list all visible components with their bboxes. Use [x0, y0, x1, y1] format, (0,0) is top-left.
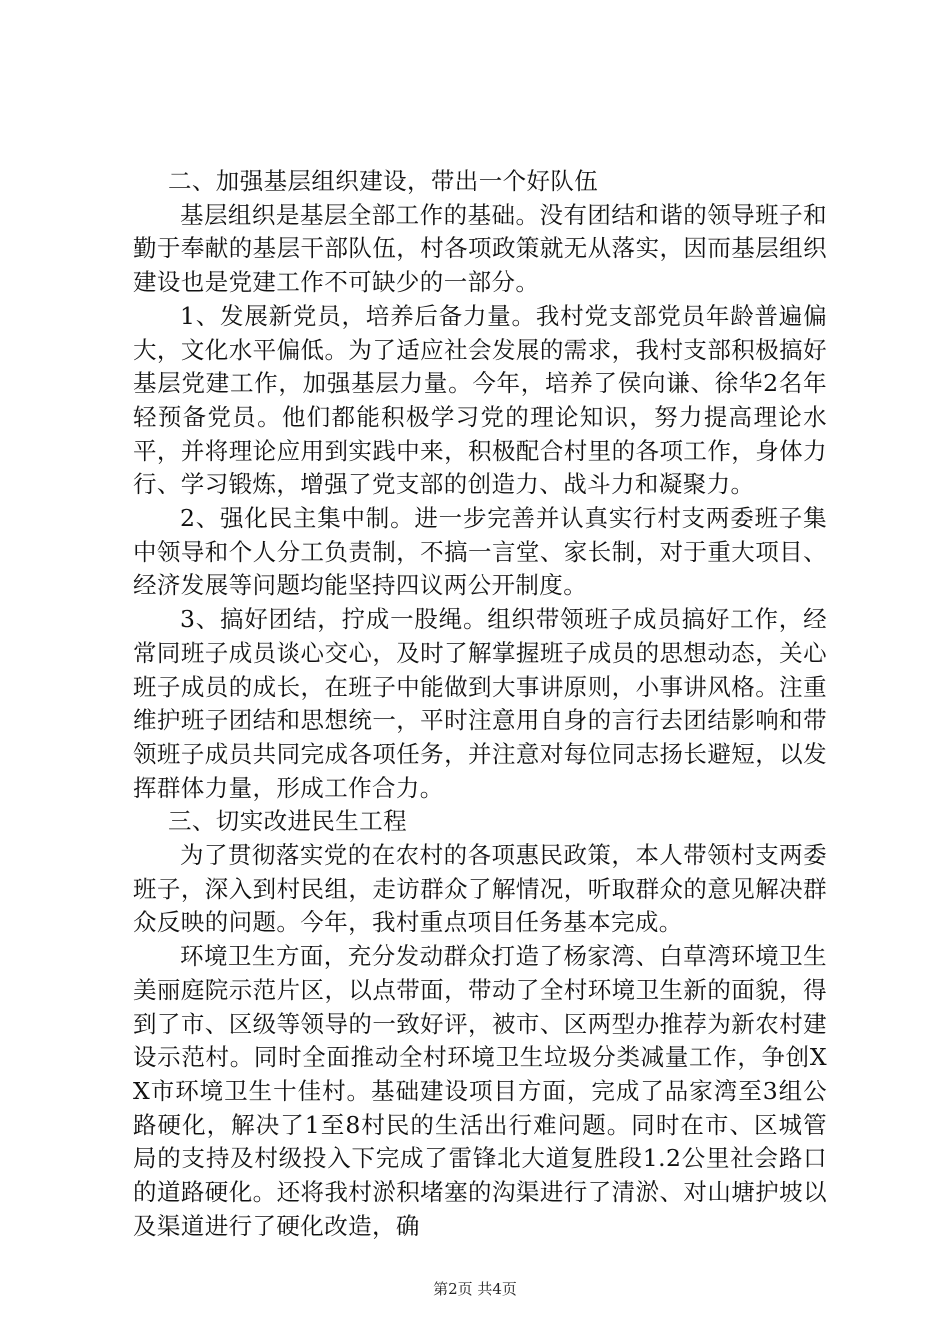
paragraph-item-new-members: 1、发展新党员，培养后备力量。我村党支部党员年龄普遍偏大，文化水平偏低。为了适应社会发展的需求，我村支部积极搞好基层党建工作，加强基层力量。今年，培养了侯向谦、徐华2名年轻预备党员。他们都能积极学习党的理论知识，努力提高理论水平，并将理论应用到实践中来，积极配合村里的各项工作，身体力行、学习锻炼，增强了党支部的创造力、战斗力和凝聚力。	[133, 301, 827, 499]
paragraph-livelihood-intro: 为了贯彻落实党的在农村的各项惠民政策，本人带领村支两委班子，深入到村民组，走访群众了解情况，听取群众的意见解决群众反映的问题。今年，我村重点项目任务基本完成。	[133, 841, 827, 937]
paragraph-organization-intro: 基层组织是基层全部工作的基础。没有团结和谐的领导班子和勤于奉献的基层干部队伍，村各项政策就无从落实，因而基层组织建设也是党建工作不可缺少的一部分。	[133, 200, 827, 297]
paragraph-environment-infrastructure: 环境卫生方面，充分发动群众打造了杨家湾、白草湾环境卫生美丽庭院示范片区，以点带面，带动了全村环境卫生新的面貌，得到了市、区级等领导的一致好评，被市、区两型办推荐为新农村建设示范村。同时全面推动全村环境卫生垃圾分类减量工作，争创XX市环境卫生十佳村。基础建设项目方面，完成了品家湾至3组公路硬化，解决了1至8村民的生活出行难问题。同时在市、区城管局的支持及村级投入下完成了雷锋北大道复胜段1.2公里社会路口的道路硬化。还将我村淤积堵塞的沟渠进行了清淤、对山塘护坡以及渠道进行了硬化改造，确	[133, 942, 827, 1240]
section-heading-organization: 二、加强基层组织建设，带出一个好队伍	[168, 167, 599, 195]
page-number-footer: 第2页 共4页	[433, 1280, 517, 1298]
section-heading-livelihood: 三、切实改进民生工程	[168, 807, 407, 836]
paragraph-item-democratic-centralism: 2、强化民主集中制。进一步完善并认真实行村支两委班子集中领导和个人分工负责制，不搞一言堂、家长制，对于重大项目、经济发展等问题均能坚持四议两公开制度。	[133, 504, 827, 600]
document-body	[133, 165, 827, 1244]
paragraph-item-unity: 3、搞好团结，拧成一股绳。组织带领班子成员搞好工作，经常同班子成员谈心交心，及时了解掌握班子成员的思想动态，关心班子成员的成长，在班子中能做到大事讲原则，小事讲风格。注重维护班子团结和思想统一，平时注意用自身的言行去团结影响和带领班子成员共同完成各项任务，并注意对每位同志扬长避短，以发挥群体力量，形成工作合力。	[133, 605, 827, 802]
